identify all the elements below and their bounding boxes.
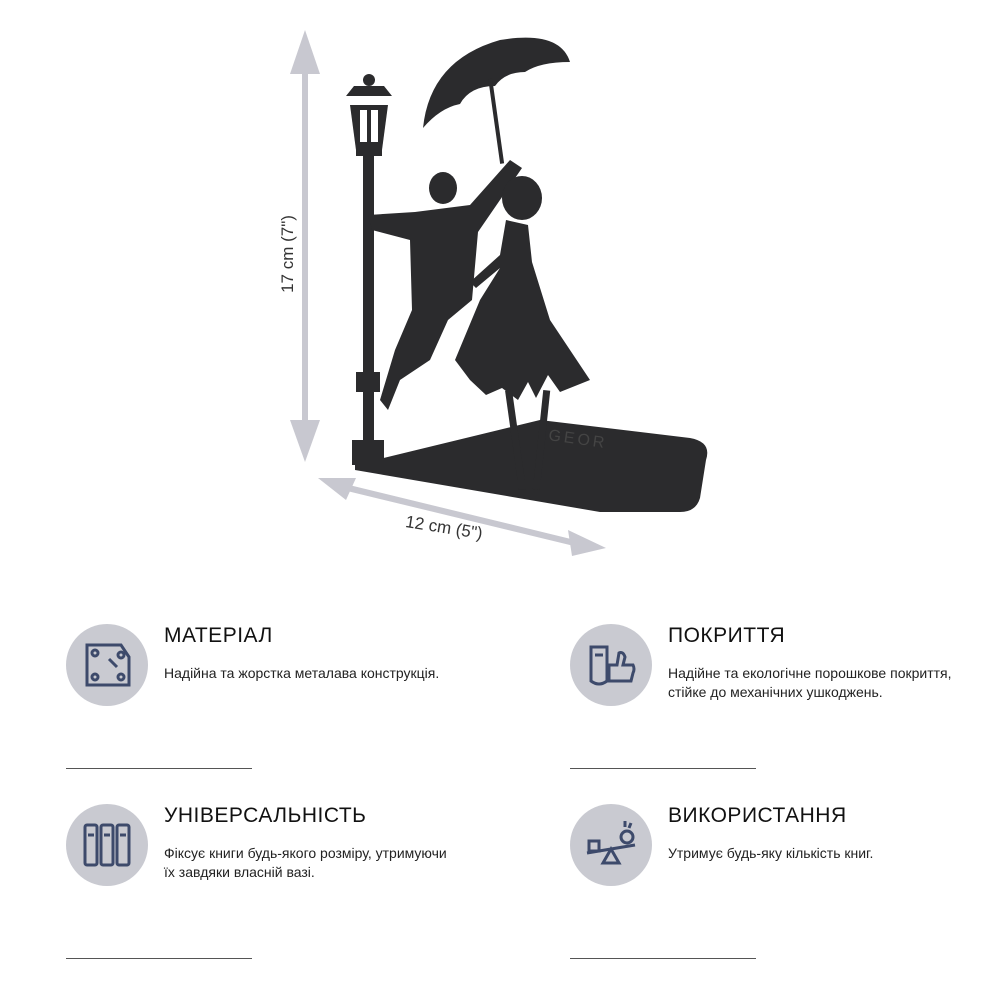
feature-text: Утримує будь-яку кількість книг. (668, 845, 874, 861)
width-dimension-label: 12 cm (5") (404, 512, 484, 543)
feature-text: Фіксує книги будь-якого розміру, утримуючи їх завдяки власній вазі. (164, 845, 447, 880)
feature-title: МАТЕРІАЛ (164, 624, 273, 647)
feature-title: ВИКОРИСТАННЯ (668, 804, 847, 827)
books-icon (77, 815, 137, 875)
feature-title: ПОКРИТТЯ (668, 624, 786, 647)
bookend-base (355, 420, 707, 512)
feature-text: Надійна та жорстка металава конструкція. (164, 665, 440, 681)
divider (66, 768, 252, 769)
umbrella (423, 38, 570, 164)
divider (570, 958, 756, 959)
balance-seesaw-icon (581, 815, 641, 875)
feature-icon-circle (570, 624, 652, 706)
feature-icon-circle (570, 804, 652, 886)
paint-thumbs-up-icon (581, 635, 641, 695)
divider (66, 958, 252, 959)
feature-icon-circle (66, 624, 148, 706)
feature-icon-circle (66, 804, 148, 886)
feature-title: УНІВЕРСАЛЬНІСТЬ (164, 804, 367, 827)
base-brand-text: GEOR (547, 427, 609, 453)
height-dimension-label: 17 cm (7") (278, 215, 297, 293)
metal-plate-icon (77, 635, 137, 695)
divider (570, 768, 756, 769)
feature-text: Надійне та екологічне порошкове покриття, стійке до механічних ушкоджень. (668, 665, 952, 700)
